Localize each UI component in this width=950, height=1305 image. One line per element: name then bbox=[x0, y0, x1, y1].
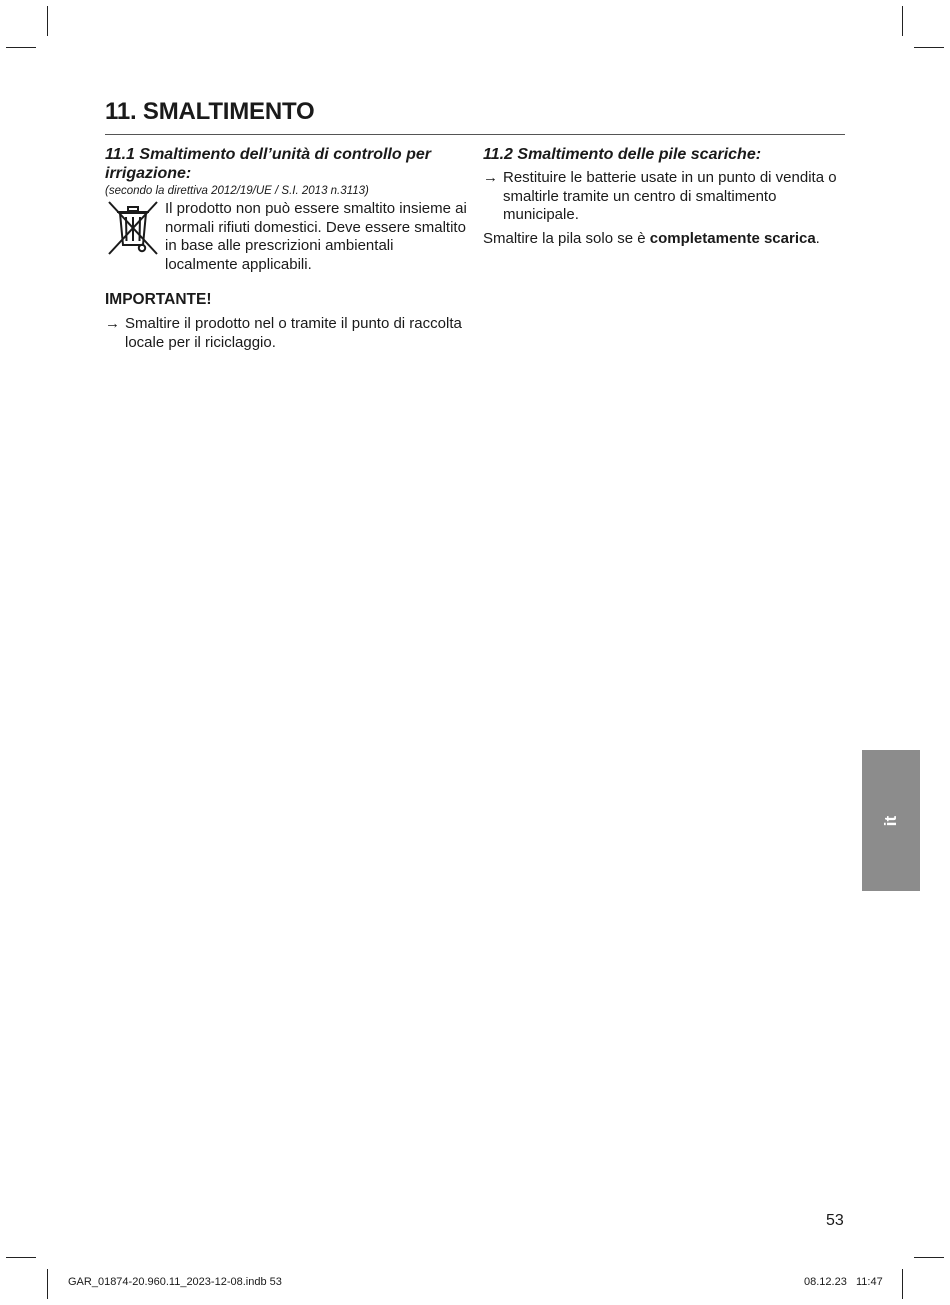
bullet-text: Smaltire il prodotto nel o tramite il punto di raccolta locale per il riciclaggio. bbox=[125, 315, 462, 351]
disposal-notice bbox=[105, 200, 470, 274]
right-column bbox=[483, 145, 848, 248]
crossed-out-wheelie-bin-icon bbox=[106, 200, 160, 260]
page-number: 53 bbox=[826, 1212, 844, 1229]
important-label: IMPORTANTE! bbox=[105, 291, 212, 308]
subsection-heading-batteries: 11.2 Smaltimento delle pile scariche: bbox=[483, 146, 762, 163]
paragraph-end: . bbox=[815, 229, 820, 247]
crop-mark bbox=[6, 1257, 36, 1258]
disposal-text: Il prodotto non può essere smaltito insieme ai normali rifiuti domestici. Deve essere smaltito in base alle prescrizioni ambientali localmente applicabili. bbox=[165, 200, 467, 273]
footer-file-info: GAR_01874-20.960.11_2023-12-08.indb 53 bbox=[68, 1276, 282, 1288]
battery-paragraph bbox=[483, 230, 848, 249]
title-divider bbox=[105, 134, 845, 135]
bullet-text: Restituire le batterie usate in un punto di vendita o smaltirle tramite un centro di smaltimento municipale. bbox=[503, 169, 837, 223]
footer-datetime: 08.12.23 11:47 bbox=[804, 1276, 883, 1288]
arrow-right-icon: → bbox=[105, 315, 120, 332]
list-item bbox=[483, 169, 848, 225]
crop-mark bbox=[47, 6, 48, 36]
crop-mark bbox=[902, 6, 903, 36]
directive-note: (secondo la direttiva 2012/19/UE / S.I. 2013 n.3113) bbox=[105, 185, 369, 197]
language-label: it bbox=[881, 815, 900, 826]
crop-mark bbox=[47, 1269, 48, 1299]
crop-mark bbox=[914, 1257, 944, 1258]
list-item bbox=[105, 315, 470, 352]
section-title: 11. SMALTIMENTO bbox=[105, 98, 315, 125]
paragraph-text: Smaltire la pila solo se è bbox=[483, 229, 650, 247]
language-tab bbox=[862, 750, 920, 891]
left-column bbox=[105, 145, 470, 352]
crop-mark bbox=[6, 47, 36, 48]
subsection-heading-control-unit: 11.1 Smaltimento dell’unità di controllo per irrigazione: bbox=[105, 146, 431, 182]
arrow-right-icon: → bbox=[483, 169, 498, 186]
emphasis-text: completamente scarica bbox=[649, 229, 816, 247]
crop-mark bbox=[914, 47, 944, 48]
crop-mark bbox=[902, 1269, 903, 1299]
